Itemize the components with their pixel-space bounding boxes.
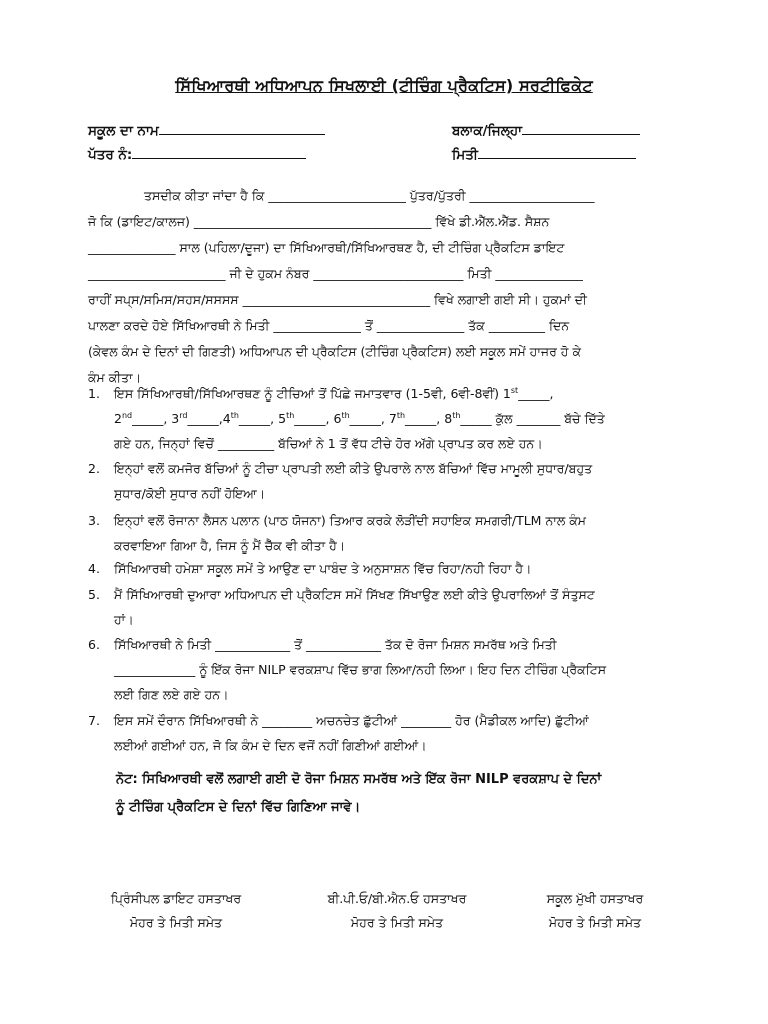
letter-number-label: ਪੱਤਰ ਨੰ: bbox=[88, 147, 133, 163]
body-line: ਤਸਦੀਕ ਕੀਤਾ ਜਾਂਦਾ ਹੈ ਕਿ ______________________ ਪੁੱਤਰ/ਪੁੱਤਰੀ ____________________ bbox=[144, 188, 595, 203]
signature-seal-note: ਮੋਹਰ ਤੇ ਮਿਤੀ ਸਮੇਤ bbox=[548, 915, 642, 930]
block-district-field bbox=[452, 123, 640, 139]
note-line: ਨੂੰ ਟੀਚਿੰਗ ਪ੍ਰੈਕਟਿਸ ਦੇ ਦਿਨਾਂ ਵਿੱਚ ਗਿਣਿਆ ਜਾਵੇ। bbox=[116, 800, 361, 815]
note-line: ਨੋਟ: ਸਿਖਿਆਰਥੀ ਵਲੋਂ ਲਗਾਈ ਗਈ ਦੋ ਰੋਜਾ ਮਿਸ਼ਨ ਸਮਰੱਥ ਅਤੇ ਇੱਕ ਰੋਜਾ NILP ਵਰਕਸ਼ਾਪ ਦੇ ਦਿਨਾਂ bbox=[116, 772, 602, 787]
certification-paragraph bbox=[88, 183, 684, 391]
block-district-label: ਬਲਾਕ/ਜਿਲ੍ਹਾ bbox=[452, 123, 522, 139]
item-line: ਸਿੱਖਿਆਰਥੀ ਨੇ ਮਿਤੀ ____________ ਤੋਂ ____________ ਤੱਕ ਦੋ ਰੋਜਾ ਮਿਸ਼ਨ ਸਮਰੱਥ ਅਤੇ ਮਿਤੀ bbox=[114, 637, 557, 652]
item-line: ਮੈਂ ਸਿੱਖਿਆਰਥੀ ਦੁਆਰਾ ਅਧਿਆਪਨ ਦੀ ਪ੍ਰੈਕਟਿਸ ਸਮੇਂ ਸਿੱਖਣ ਸਿੱਖਾਉਣ ਲਈ ਕੀਤੇ ਉਪਰਾਲਿਆਂ ਤੋਂ ਸੰਤੁਸਟ bbox=[114, 587, 595, 602]
block-district-blank bbox=[522, 133, 640, 135]
item-line: ਇਸ ਸਿੱਖਿਆਰਥੀ/ਸਿੱਖਿਆਰਥਣ ਨੂੰ ਟੀਚਿਆਂ ਤੋਂ ਪਿੱਛੇ ਜਮਾਤਵਾਰ (1-5ਵੀ, 6ਵੀ-8ਵੀਂ) 1st_____, bbox=[114, 385, 554, 401]
item-number: 3. bbox=[88, 513, 100, 528]
document-title: ਸਿੱਖਿਆਰਥੀ ਅਧਿਆਪਨ ਸਿਖਲਾਈ (ਟੀਚਿੰਗ ਪ੍ਰੈਕਟਿਸ) ਸਰਟੀਫਿਕੇਟ bbox=[175, 76, 593, 95]
body-line: (ਕੇਵਲ ਕੰਮ ਦੇ ਦਿਨਾਂ ਦੀ ਗਿਣਤੀ) ਅਧਿਆਪਨ ਦੀ ਪ੍ਰੈਕਟਿਸ (ਟੀਚਿੰਗ ਪ੍ਰੈਕਟਿਸ) ਲਈ ਸਕੂਲ ਸਮੇਂ ਹਾਜਰ ਹੋ ਕੇ bbox=[88, 344, 581, 359]
item-number: 2. bbox=[88, 461, 100, 476]
letter-number-blank bbox=[132, 157, 306, 159]
item-line: 2nd_____, 3rd_____,4th_____, 5th_____, 6th_____, 7th_____, 8th_____ ਕੁੱਲ _______ ਬੱਚੇ ਦਿੱਤੇ bbox=[114, 410, 605, 426]
body-line: ਪਾਲਣਾ ਕਰਦੇ ਹੋਏ ਸਿੱਖਿਆਰਥੀ ਨੇ ਮਿਤੀ ______________ ਤੋਂ ______________ ਤੱਕ _________ ਦਿਨ bbox=[88, 318, 570, 333]
signature-seal-note: ਮੋਹਰ ਤੇ ਮਿਤੀ ਸਮੇਤ bbox=[129, 915, 223, 930]
signature-role: ਸਕੂਲ ਮੁੱਖੀ ਹਸਤਾਖਰ bbox=[546, 891, 644, 906]
letter-number-field bbox=[88, 147, 306, 163]
item-number: 5. bbox=[88, 587, 100, 602]
body-line: ਰਾਹੀਂ ਸਪ੍ਸ/ਸਮਿਸ/ਸਹਸ/ਸਸਸਸ ______________________________ ਵਿਖੇ ਲਗਾਈ ਗਈ ਸੀ। ਹੁਕਮਾਂ ਦੀ bbox=[88, 292, 587, 307]
item-line: ਇਸ ਸਮੇਂ ਦੌਰਾਨ ਸਿੱਖਿਆਰਥੀ ਨੇ ________ ਅਚਨਚੇਤ ਛੁੱਟੀਆਂ ________ ਹੋਰ (ਮੈਡੀਕਲ ਆਦਿ) ਛੁੱਟੀਆਂ bbox=[114, 713, 589, 728]
date-label: ਮਿਤੀ bbox=[452, 147, 478, 163]
item-line: ਲਈਆਂ ਗਈਆਂ ਹਨ, ਜੋ ਕਿ ਕੰਮ ਦੇ ਦਿਨ ਵਜੋਂ ਨਹੀਂ ਗਿਣੀਆਂ ਗਈਆਂ। bbox=[114, 738, 427, 753]
body-line: ______________________ ਜੀ ਦੇ ਹੁਕਮ ਨੰਬਰ ________________________ ਮਿਤੀ ______________ bbox=[88, 266, 583, 281]
item-line: ਕਰਵਾਇਆ ਗਿਆ ਹੈ, ਜਿਸ ਨੂੰ ਮੈਂ ਚੈੱਕ ਵੀ ਕੀਤਾ ਹੈ। bbox=[114, 538, 346, 553]
date-blank bbox=[478, 157, 636, 159]
school-name-label: ਸਕੂਲ ਦਾ ਨਾਮ bbox=[88, 123, 159, 139]
note-text bbox=[116, 766, 686, 822]
item-number: 4. bbox=[88, 561, 100, 576]
item-line: ਹਾਂ। bbox=[114, 612, 134, 627]
item-line: ਸੁਧਾਰ/ਕੋਈ ਸੁਧਾਰ ਨਹੀਂ ਹੋਇਆ। bbox=[114, 486, 266, 501]
body-line: ______________ ਸਾਲ (ਪਹਿਲਾ/ਦੂਜਾ) ਦਾ ਸਿੱਖਿਆਰਥੀ/ਸਿੱਖਿਆਰਥਣ ਹੈ, ਦੀ ਟੀਚਿੰਗ ਪ੍ਰੈਕਟਿਸ ਡਾਇਟ bbox=[88, 240, 565, 255]
signature-school-head bbox=[520, 887, 670, 935]
item-line: ਗਏ ਹਨ, ਜਿਨ੍ਹਾਂ ਵਿਚੋਂ _________ ਬੱਚਿਆਂ ਨੇ 1 ਤੋਂ ਵੱਧ ਟੀਚੇ ਹੋਰ ਅੱਗੇ ਪ੍ਰਾਪਤ ਕਰ ਲਏ ਹਨ। bbox=[114, 436, 543, 451]
body-line: ਕੰਮ ਕੀਤਾ। bbox=[88, 370, 142, 385]
school-name-blank bbox=[159, 133, 325, 135]
signature-seal-note: ਮੋਹਰ ਤੇ ਮਿਤੀ ਸਮੇਤ bbox=[350, 915, 444, 930]
item-line: ਇਨ੍ਹਾਂ ਵਲੋਂ ਕਮਜੋਰ ਬੱਚਿਆਂ ਨੂੰ ਟੀਚਾ ਪ੍ਰਾਪਤੀ ਲਈ ਕੀਤੇ ਉਪਰਾਲੇ ਨਾਲ ਬੱਚਿਆਂ ਵਿੱਚ ਮਾਮੂਲੀ ਸੁਧਾਰ/ਬਹੁਤ bbox=[114, 461, 593, 476]
signature-bpo bbox=[302, 887, 492, 935]
item-number: 1. bbox=[88, 386, 100, 401]
school-name-field bbox=[88, 123, 325, 139]
item-number: 7. bbox=[88, 713, 100, 728]
item-line: ਸਿੱਖਿਆਰਥੀ ਹਮੇਸ਼ਾ ਸਕੂਲ ਸਮੇਂ ਤੇ ਆਉਣ ਦਾ ਪਾਬੰਦ ਤੇ ਅਨੁਸਾਸ਼ਨ ਵਿੱਚ ਰਿਹਾ/ਨਹੀ ਰਿਹਾ ਹੈ। bbox=[114, 561, 532, 576]
signature-principal-diet bbox=[86, 887, 266, 935]
item-line: ਇਨ੍ਹਾਂ ਵਲੋਂ ਰੋਜਾਨਾ ਲੈਸਨ ਪਲਾਨ (ਪਾਠ ਯੋਜਨਾ) ਤਿਆਰ ਕਰਕੇ ਲੋੜੀਂਦੀ ਸਹਾਇਕ ਸਮਗਰੀ/TLM ਨਾਲ ਕੰਮ bbox=[114, 513, 587, 528]
signature-role: ਬੀ.ਪੀ.ਓ/ਬੀ.ਐਨ.ਓ ਹਸਤਾਖਰ bbox=[327, 891, 467, 906]
body-line: ਜੋ ਕਿ (ਡਾਇਟ/ਕਾਲਜ) ______________________________________ ਵਿੱਖੇ ਡੀ.ਐੱਲ.ਐੱਡ. ਸੈਸ਼ਨ bbox=[88, 214, 550, 229]
date-field bbox=[452, 147, 636, 163]
item-line: ਲਈ ਗਿਣ ਲਏ ਗਏ ਹਨ। bbox=[114, 687, 229, 702]
signature-role: ਪ੍ਰਿੰਸੀਪਲ ਡਾਇਟ ਹਸਤਾਖਰ bbox=[110, 891, 242, 906]
item-line: _____________ ਨੂੰ ਇੱਕ ਰੋਜਾ NILP ਵਰਕਸ਼ਾਪ ਵਿੱਚ ਭਾਗ ਲਿਆ/ਨਹੀ ਲਿਆ। ਇਹ ਦਿਨ ਟੀਚਿੰਗ ਪ੍ਰੈਕਟਿਸ bbox=[114, 662, 607, 677]
item-number: 6. bbox=[88, 637, 100, 652]
